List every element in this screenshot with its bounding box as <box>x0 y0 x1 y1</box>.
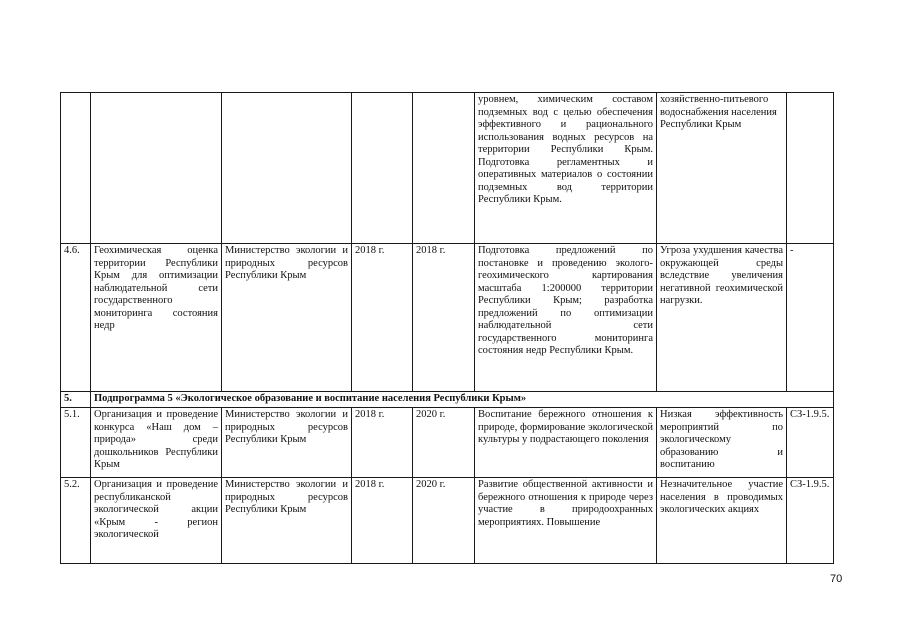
table-row <box>61 244 834 392</box>
cell-start <box>352 93 413 244</box>
page-number: 70 <box>830 573 843 585</box>
cell-measures: Развитие общественной активности и бережного отношения к природе через участие в природоохранных мероприятиях. Повышение <box>475 478 657 564</box>
cell-link <box>787 93 834 244</box>
program-measures-table <box>60 92 834 564</box>
cell-start: 2018 г. <box>352 408 413 478</box>
cell-num: 4.6. <box>61 244 91 392</box>
cell-start: 2018 г. <box>352 244 413 392</box>
cell-measures: уровнем, химическим составом подземных вод с целью обеспечения эффективного и рационального использования водных ресурсов на территории Республики Крым. Подготовка регламентных и оперативных материалов о состоянии подземных вод территории Республики Крым. <box>475 93 657 244</box>
cell-end: 2018 г. <box>413 244 475 392</box>
cell-risks: Низкая эффективность мероприятий по экологическому образованию и воспитанию <box>657 408 787 478</box>
cell-measures: Воспитание бережного отношения к природе, формирование экологической культуры у подрастающего поколения <box>475 408 657 478</box>
cell-link: - <box>787 244 834 392</box>
cell-name <box>91 93 222 244</box>
cell-measures: Подготовка предложений по постановке и проведению эколого-геохимического картирования масштаба 1:200000 территории Республики Крым; разработка предложений по оптимизации наблюдательной сети государственного мониторинга состояния недр Республики Крым. <box>475 244 657 392</box>
cell-name: Геохимическая оценка территории Республики Крым для оптимизации наблюдательной сети государственного мониторинга состояния недр <box>91 244 222 392</box>
table-row <box>61 93 834 244</box>
cell-name: Организация и проведение республиканской экологической акции «Крым - регион экологической <box>91 478 222 564</box>
cell-executor <box>222 93 352 244</box>
table-row <box>61 408 834 478</box>
cell-end <box>413 93 475 244</box>
cell-executor: Министерство экологии и природных ресурсов Республики Крым <box>222 478 352 564</box>
cell-num <box>61 93 91 244</box>
cell-risks: Незначительное участие населения в проводимых экологических акциях <box>657 478 787 564</box>
cell-link: СЗ-1.9.5. <box>787 478 834 564</box>
subprogram-header-row <box>61 392 834 408</box>
subprogram-title: Подпрограмма 5 «Экологическое образование и воспитание населения Республики Крым» <box>91 392 834 408</box>
cell-link: СЗ-1.9.5. <box>787 408 834 478</box>
cell-start: 2018 г. <box>352 478 413 564</box>
cell-num: 5. <box>61 392 91 408</box>
table-row <box>61 478 834 564</box>
cell-risks: хозяйственно-питьевого водоснабжения населения Республики Крым <box>657 93 787 244</box>
cell-executor: Министерство экологии и природных ресурсов Республики Крым <box>222 408 352 478</box>
cell-executor: Министерство экологии и природных ресурсов Республики Крым <box>222 244 352 392</box>
cell-num: 5.2. <box>61 478 91 564</box>
cell-name: Организация и проведение конкурса «Наш дом – природа» среди дошкольников Республики Крым <box>91 408 222 478</box>
cell-end: 2020 г. <box>413 408 475 478</box>
cell-risks: Угроза ухудшения качества окружающей среды вследствие увеличения негативной геохимической нагрузки. <box>657 244 787 392</box>
cell-end: 2020 г. <box>413 478 475 564</box>
cell-num: 5.1. <box>61 408 91 478</box>
